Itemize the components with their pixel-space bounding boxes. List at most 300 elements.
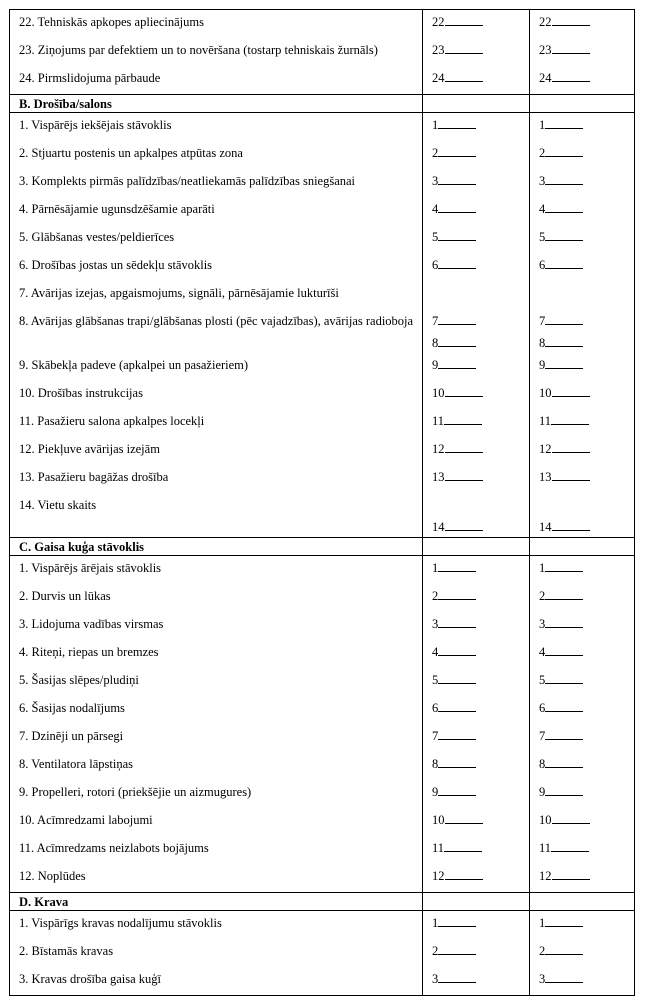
entry-column-1	[423, 10, 530, 39]
entry-number: 4	[539, 645, 546, 659]
entry-blank-line[interactable]	[438, 117, 476, 129]
entry-slot	[539, 14, 634, 30]
entry-slot	[539, 915, 634, 931]
entry-slot	[432, 560, 529, 576]
checklist-item-label: 3. Kravas drošība gaisa kuģī	[10, 967, 423, 996]
entry-blank-line[interactable]	[545, 257, 583, 269]
entry-number: 6	[539, 701, 546, 715]
entry-number: 11	[539, 841, 552, 855]
checklist-row	[10, 281, 635, 309]
entry-column-2	[530, 724, 635, 752]
checklist-item-label: 12. Noplūdes	[10, 864, 423, 893]
entry-number: 12	[539, 869, 552, 883]
checklist-item-label: 10. Drošības instrukcijas	[10, 381, 423, 409]
entry-blank-line[interactable]	[445, 812, 483, 824]
entry-number: 6	[432, 701, 439, 715]
entry-blank-line[interactable]	[438, 313, 476, 325]
entry-column-1	[423, 939, 530, 967]
checklist-row	[10, 640, 635, 668]
entry-blank-line[interactable]	[545, 672, 583, 684]
entry-number: 1	[432, 118, 439, 132]
checklist-item-label: 7. Dzinēji un pārsegi	[10, 724, 423, 752]
entry-blank-line[interactable]	[445, 42, 483, 54]
checklist-item-label: 1. Vispārējs iekšējais stāvoklis	[10, 113, 423, 142]
entry-number: 2	[539, 589, 546, 603]
entry-blank-line[interactable]	[438, 644, 476, 656]
entry-column-1	[423, 668, 530, 696]
entry-column-2	[530, 381, 635, 409]
entry-column-2	[530, 197, 635, 225]
entry-blank-line[interactable]	[552, 385, 590, 397]
entry-column-1	[423, 864, 530, 893]
checklist-row	[10, 353, 635, 381]
entry-column-2	[530, 113, 635, 142]
entry-slot	[432, 313, 529, 329]
entry-number: 5	[432, 673, 439, 687]
entry-column-1	[423, 465, 530, 493]
entry-slot	[432, 201, 529, 217]
checklist-row	[10, 465, 635, 493]
entry-column-1	[423, 493, 530, 538]
entry-number: 7	[539, 729, 546, 743]
entry-number: 3	[432, 174, 439, 188]
entry-blank-line[interactable]	[438, 560, 476, 572]
entry-slot	[432, 357, 529, 373]
entry-number: 10	[539, 386, 552, 400]
checklist-item-label: 11. Pasažieru salona apkalpes locekļi	[10, 409, 423, 437]
entry-blank-line[interactable]	[545, 700, 583, 712]
entry-blank-line[interactable]	[438, 728, 476, 740]
entry-column-2	[530, 556, 635, 585]
entry-slot	[432, 840, 529, 856]
entry-number: 1	[432, 916, 439, 930]
checklist-item-label: 22. Tehniskās apkopes apliecinājums	[10, 10, 423, 39]
entry-number: 9	[432, 358, 439, 372]
entry-number: 12	[432, 869, 445, 883]
checklist-item-label: 23. Ziņojums par defektiem un to novēršana (tostarp tehniskais žurnāls)	[10, 38, 423, 66]
entry-slot	[539, 42, 634, 58]
checklist-item-label: 3. Komplekts pirmās palīdzības/neatliekamās palīdzības sniegšanai	[10, 169, 423, 197]
entry-slot	[432, 756, 529, 772]
entry-column-1	[423, 197, 530, 225]
entry-slot	[539, 441, 634, 457]
entry-number: 2	[539, 146, 546, 160]
entry-slot	[539, 616, 634, 632]
entry-blank-line[interactable]	[545, 201, 583, 213]
entry-slot	[539, 313, 634, 329]
entry-column-2	[530, 225, 635, 253]
checklist-item-label: 2. Bīstamās kravas	[10, 939, 423, 967]
entry-column-1	[423, 353, 530, 381]
entry-blank-line[interactable]	[438, 357, 476, 369]
entry-slot	[432, 42, 529, 58]
entry-blank-line[interactable]	[438, 971, 476, 983]
entry-column-2	[530, 864, 635, 893]
entry-blank-line[interactable]	[438, 588, 476, 600]
checklist-row	[10, 911, 635, 940]
entry-column-2	[530, 808, 635, 836]
entry-blank-line[interactable]	[545, 915, 583, 927]
entry-slot	[539, 588, 634, 604]
checklist-row	[10, 836, 635, 864]
entry-number: 12	[432, 442, 445, 456]
entry-blank-line[interactable]	[545, 644, 583, 656]
checklist-body	[10, 10, 635, 996]
entry-column-1	[423, 253, 530, 281]
entry-number: 2	[432, 944, 439, 958]
entry-slot	[539, 519, 634, 535]
entry-slot	[432, 943, 529, 959]
entry-slot	[432, 644, 529, 660]
entry-column-1	[423, 640, 530, 668]
entry-blank-line[interactable]	[551, 413, 589, 425]
entry-column-1	[423, 911, 530, 940]
entry-number: 8	[539, 757, 546, 771]
entry-number: 11	[432, 841, 445, 855]
entry-blank-line[interactable]	[445, 70, 483, 82]
entry-slot	[432, 145, 529, 161]
checklist-item-label: 1. Vispārīgs kravas nodalījumu stāvoklis	[10, 911, 423, 940]
entry-number: 8	[432, 757, 439, 771]
entry-slot	[539, 868, 634, 884]
entry-number: 24	[539, 71, 552, 85]
entry-number: 4	[432, 645, 439, 659]
entry-slot	[432, 335, 529, 351]
entry-number: 2	[539, 944, 546, 958]
empty-cell	[530, 893, 635, 911]
entry-slot	[432, 173, 529, 189]
checklist-row	[10, 10, 635, 39]
entry-blank-line[interactable]	[438, 257, 476, 269]
entry-slot	[539, 784, 634, 800]
entry-number: 3	[539, 617, 546, 631]
entry-slot	[432, 257, 529, 273]
checklist-row	[10, 864, 635, 893]
entry-slot	[539, 201, 634, 217]
checklist-row	[10, 38, 635, 66]
entry-number: 1	[539, 118, 546, 132]
checklist-row	[10, 584, 635, 612]
entry-number: 5	[432, 230, 439, 244]
entry-blank-line[interactable]	[552, 469, 590, 481]
checklist-item-label: 9. Propelleri, rotori (priekšējie un aizmugures)	[10, 780, 423, 808]
entry-number: 1	[432, 561, 439, 575]
entry-number: 11	[432, 414, 445, 428]
checklist-row	[10, 309, 635, 353]
entry-slot	[539, 117, 634, 133]
entry-column-1	[423, 556, 530, 585]
entry-column-1	[423, 113, 530, 142]
entry-blank-line[interactable]	[438, 145, 476, 157]
entry-slot	[432, 229, 529, 245]
entry-blank-line[interactable]	[438, 173, 476, 185]
entry-column-1	[423, 752, 530, 780]
entry-number: 1	[539, 561, 546, 575]
entry-blank-line[interactable]	[545, 560, 583, 572]
entry-number: 10	[432, 386, 445, 400]
entry-column-1	[423, 141, 530, 169]
entry-number: 23	[539, 43, 552, 57]
entry-blank-line[interactable]	[552, 441, 590, 453]
section-header-row	[10, 538, 635, 556]
checklist-item-label: 7. Avārijas izejas, apgaismojums, signāli, pārnēsājamie lukturīši	[10, 281, 423, 309]
entry-blank-line[interactable]	[552, 70, 590, 82]
entry-number: 2	[432, 146, 439, 160]
entry-column-2	[530, 752, 635, 780]
entry-blank-line[interactable]	[445, 14, 483, 26]
entry-blank-line[interactable]	[438, 616, 476, 628]
checklist-item-label: 5. Glābšanas vestes/peldierīces	[10, 225, 423, 253]
entry-slot	[539, 971, 634, 987]
entry-blank-line[interactable]	[545, 117, 583, 129]
entry-blank-line[interactable]	[545, 357, 583, 369]
entry-blank-line[interactable]	[552, 868, 590, 880]
entry-column-1	[423, 66, 530, 95]
entry-blank-line[interactable]	[545, 335, 583, 347]
empty-cell	[423, 95, 530, 113]
inspection-checklist-table	[9, 9, 635, 996]
entry-column-2	[530, 253, 635, 281]
checklist-row	[10, 696, 635, 724]
entry-column-1	[423, 808, 530, 836]
entry-slot	[432, 868, 529, 884]
entry-slot	[539, 335, 634, 351]
entry-column-2	[530, 640, 635, 668]
entry-slot	[539, 413, 634, 429]
entry-column-2	[530, 409, 635, 437]
entry-number: 11	[539, 414, 552, 428]
checklist-row	[10, 724, 635, 752]
checklist-row	[10, 409, 635, 437]
entry-number: 9	[539, 785, 546, 799]
entry-column-2	[530, 10, 635, 39]
entry-blank-line[interactable]	[552, 42, 590, 54]
entry-blank-line[interactable]	[445, 519, 483, 531]
entry-slot	[539, 700, 634, 716]
entry-slot	[432, 728, 529, 744]
entry-slot	[539, 943, 634, 959]
checklist-item-label: 8. Avārijas glābšanas trapi/glābšanas plosti (pēc vajadzības), avārijas radioboja	[10, 309, 423, 353]
entry-slot	[432, 700, 529, 716]
entry-slot	[539, 385, 634, 401]
entry-number: 6	[432, 258, 439, 272]
checklist-item-label: 10. Acīmredzami labojumi	[10, 808, 423, 836]
entry-blank-line[interactable]	[552, 14, 590, 26]
checklist-row	[10, 752, 635, 780]
checklist-row	[10, 66, 635, 95]
entry-slot	[539, 840, 634, 856]
entry-column-1	[423, 281, 530, 309]
entry-slot	[539, 728, 634, 744]
entry-blank-line[interactable]	[545, 756, 583, 768]
entry-slot	[539, 145, 634, 161]
entry-blank-line[interactable]	[438, 335, 476, 347]
checklist-row	[10, 437, 635, 465]
entry-blank-line[interactable]	[552, 519, 590, 531]
entry-number: 9	[432, 785, 439, 799]
entry-column-1	[423, 38, 530, 66]
section-title: D. Krava	[10, 893, 423, 911]
entry-slot	[539, 173, 634, 189]
checklist-row	[10, 939, 635, 967]
entry-column-2	[530, 169, 635, 197]
checklist-item-label: 2. Stjuartu postenis un apkalpes atpūtas zona	[10, 141, 423, 169]
entry-slot	[539, 672, 634, 688]
entry-column-2	[530, 465, 635, 493]
entry-blank-line[interactable]	[438, 672, 476, 684]
entry-slot	[539, 644, 634, 660]
entry-column-2	[530, 780, 635, 808]
entry-blank-line[interactable]	[445, 441, 483, 453]
checklist-item-label: 6. Drošības jostas un sēdekļu stāvoklis	[10, 253, 423, 281]
checklist-item-label: 9. Skābekļa padeve (apkalpei un pasažieriem)	[10, 353, 423, 381]
entry-column-1	[423, 696, 530, 724]
entry-column-1	[423, 309, 530, 353]
checklist-row	[10, 612, 635, 640]
entry-column-1	[423, 409, 530, 437]
checklist-item-label: 12. Piekļuve avārijas izejām	[10, 437, 423, 465]
entry-blank-line[interactable]	[545, 971, 583, 983]
entry-slot	[432, 588, 529, 604]
entry-blank-line[interactable]	[545, 784, 583, 796]
checklist-item-label: 4. Pārnēsājamie ugunsdzēšamie aparāti	[10, 197, 423, 225]
entry-slot	[539, 497, 634, 513]
entry-slot	[432, 915, 529, 931]
entry-column-2	[530, 939, 635, 967]
checklist-item-label: 6. Šasijas nodalījums	[10, 696, 423, 724]
entry-blank-line[interactable]	[438, 784, 476, 796]
entry-number: 7	[539, 314, 546, 328]
entry-slot	[432, 672, 529, 688]
entry-number: 22	[539, 15, 552, 29]
entry-number: 2	[432, 589, 439, 603]
entry-number: 3	[432, 617, 439, 631]
entry-number: 10	[539, 813, 552, 827]
entry-blank-line[interactable]	[438, 756, 476, 768]
entry-number: 8	[432, 336, 439, 350]
entry-column-1	[423, 612, 530, 640]
entry-slot	[539, 469, 634, 485]
checklist-row	[10, 253, 635, 281]
empty-cell	[423, 893, 530, 911]
entry-blank-line[interactable]	[545, 229, 583, 241]
entry-blank-line[interactable]	[545, 173, 583, 185]
entry-blank-line[interactable]	[438, 915, 476, 927]
entry-number: 3	[432, 972, 439, 986]
entry-number: 6	[539, 258, 546, 272]
checklist-item-label: 14. Vietu skaits	[10, 493, 423, 538]
entry-number: 22	[432, 15, 445, 29]
checklist-row	[10, 556, 635, 585]
entry-slot	[432, 117, 529, 133]
entry-slot	[539, 70, 634, 86]
entry-blank-line[interactable]	[545, 145, 583, 157]
entry-blank-line[interactable]	[444, 413, 482, 425]
entry-number: 13	[539, 470, 552, 484]
entry-number: 14	[432, 520, 445, 534]
checklist-row	[10, 668, 635, 696]
entry-blank-line[interactable]	[551, 840, 589, 852]
entry-column-1	[423, 724, 530, 752]
checklist-row	[10, 493, 635, 538]
entry-blank-line[interactable]	[545, 313, 583, 325]
entry-blank-line[interactable]	[445, 868, 483, 880]
checklist-item-label: 24. Pirmslidojuma pārbaude	[10, 66, 423, 95]
entry-blank-line[interactable]	[545, 943, 583, 955]
section-header-row	[10, 893, 635, 911]
entry-blank-line[interactable]	[438, 201, 476, 213]
checklist-item-label: 11. Acīmredzams neizlabots bojājums	[10, 836, 423, 864]
entry-column-1	[423, 169, 530, 197]
checklist-item-label: 2. Durvis un lūkas	[10, 584, 423, 612]
entry-number: 5	[539, 230, 546, 244]
empty-cell	[530, 538, 635, 556]
entry-number: 1	[539, 916, 546, 930]
entry-number: 23	[432, 43, 445, 57]
entry-slot	[539, 560, 634, 576]
entry-blank-line[interactable]	[444, 840, 482, 852]
entry-number: 3	[539, 972, 546, 986]
entry-blank-line[interactable]	[545, 616, 583, 628]
entry-slot	[432, 14, 529, 30]
entry-column-1	[423, 381, 530, 409]
entry-slot	[539, 229, 634, 245]
checklist-row	[10, 113, 635, 142]
entry-number: 3	[539, 174, 546, 188]
checklist-item-label: 5. Šasijas slēpes/pludiņi	[10, 668, 423, 696]
entry-number: 8	[539, 336, 546, 350]
entry-slot	[539, 812, 634, 828]
entry-blank-line[interactable]	[445, 469, 483, 481]
entry-blank-line[interactable]	[545, 588, 583, 600]
entry-blank-line[interactable]	[545, 728, 583, 740]
checklist-row	[10, 141, 635, 169]
empty-cell	[530, 95, 635, 113]
entry-column-2	[530, 437, 635, 465]
checklist-item-label: 13. Pasažieru bagāžas drošība	[10, 465, 423, 493]
entry-column-1	[423, 967, 530, 996]
entry-blank-line[interactable]	[438, 943, 476, 955]
entry-slot	[432, 497, 529, 513]
entry-column-2	[530, 309, 635, 353]
entry-slot	[432, 519, 529, 535]
entry-number: 5	[539, 673, 546, 687]
entry-number: 4	[432, 202, 439, 216]
entry-column-2	[530, 141, 635, 169]
entry-slot	[432, 413, 529, 429]
entry-slot	[432, 385, 529, 401]
entry-number: 12	[539, 442, 552, 456]
entry-number: 13	[432, 470, 445, 484]
entry-blank-line[interactable]	[445, 385, 483, 397]
entry-blank-line[interactable]	[552, 812, 590, 824]
entry-column-2	[530, 353, 635, 381]
entry-column-2	[530, 836, 635, 864]
checklist-row	[10, 967, 635, 996]
entry-number: 24	[432, 71, 445, 85]
entry-blank-line[interactable]	[438, 700, 476, 712]
entry-number: 7	[432, 314, 439, 328]
entry-slot	[432, 441, 529, 457]
entry-blank-line[interactable]	[438, 229, 476, 241]
entry-column-1	[423, 584, 530, 612]
entry-number: 4	[539, 202, 546, 216]
empty-cell	[423, 538, 530, 556]
section-title: C. Gaisa kuģa stāvoklis	[10, 538, 423, 556]
checklist-item-label: 3. Lidojuma vadības virsmas	[10, 612, 423, 640]
checklist-row	[10, 780, 635, 808]
checklist-item-label: 1. Vispārējs ārējais stāvoklis	[10, 556, 423, 585]
